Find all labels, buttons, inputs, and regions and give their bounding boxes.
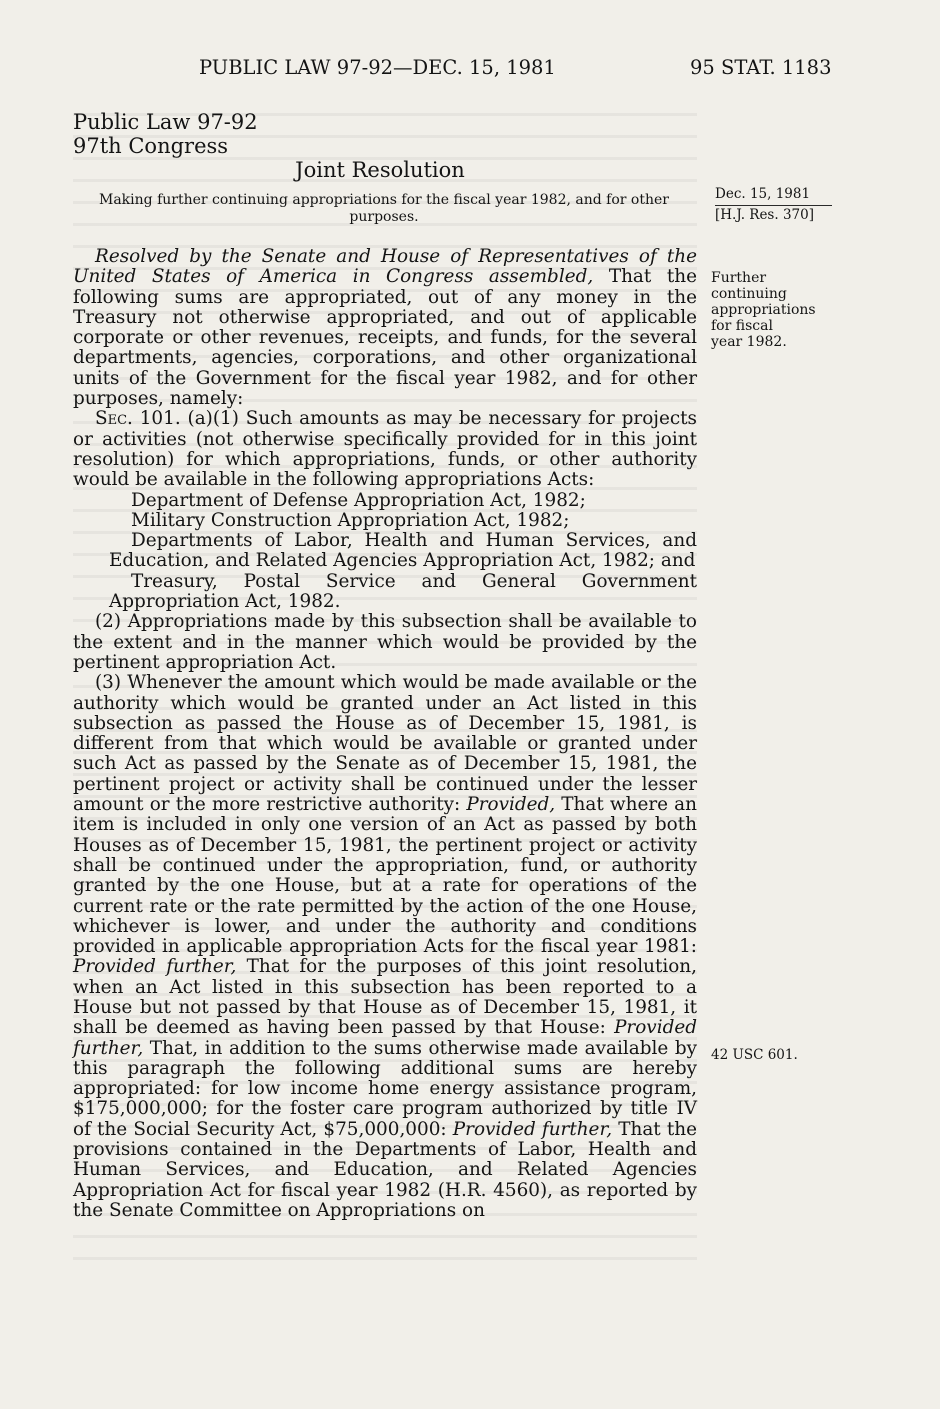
resolution-body — [73, 247, 697, 1221]
joint-resolution-title: Joint Resolution — [295, 158, 465, 182]
margin-rule — [715, 205, 832, 206]
resolving-clause: Resolved by the Senate and House of Representatives of the United States of America in Congress assembled, That the following sums are appropriated, out of any money in the Treasury not otherwise appropriated, and out of applicable corporate or other revenues, receipts, and funds, for the several departments, agencies, corporations, and other organizational units of the Government for the fiscal year 1982, and for other purposes, namely: — [73, 246, 697, 410]
purpose-statement: Making further continuing appropriations for the fiscal year 1982, and for other purposes. — [99, 192, 669, 225]
paragraph-2: (2) Appropriations made by this subsection shall be available to the extent and in the manner which would be provided by the pertinent appropriation Act. — [73, 611, 697, 673]
running-head: PUBLIC LAW 97-92—DEC. 15, 1981 — [199, 56, 556, 79]
margin-bill-number: [H.J. Res. 370] — [715, 207, 814, 223]
statute-page-number: 95 STAT. 1183 — [690, 56, 832, 79]
act-list-item: Departments of Labor, Health and Human Services, and Education, and Related Agencies Appropriation Act, 1982; and — [109, 530, 697, 572]
public-law-number: Public Law 97-92 — [73, 110, 258, 134]
act-list-item: Department of Defense Appropriation Act, 1982; — [131, 489, 586, 511]
margin-note-further-appropriations: Further continuing appropriations for fiscal year 1982. — [711, 270, 816, 350]
congress-label: 97th Congress — [73, 134, 229, 158]
margin-date: Dec. 15, 1981 — [715, 186, 811, 202]
paragraph-3: (3) Whenever the amount which would be made available or the authority which would be granted under an Act listed in this subsection as passed the House as of December 15, 1981, is different from that which would be available or granted under such Act as passed by the Senate as of December 15, 1981, the pertinent project or activity shall be continued under the lesser amount or the more restrictive authority: Provided, That where an item is included in only one version of an Act as passed by both Houses as of December 15, 1981, the pertinent project or activity shall be continued under the appropriation, fund, or authority granted by the one House, but at a rate for operations of the current rate or the rate permitted by the action of the one House, whichever is lower, and under the authority and conditions provided in applicable appropriation Acts for the fiscal year 1981: Provided further, That for the purposes of this joint resolution, when an Act listed in this subsection has been reported to a House but not passed by that House as of December 15, 1981, it shall be deemed as having been passed by that House: Provided further, That, in addition to the sums otherwise made available by this paragraph the following additional sums are hereby appropriated: for low income home energy assistance program, $175,000,000; for the foster care program authorized by title IV of the Social Security Act, $75,000,000: Provided further, That the provisions contained in the Departments of Labor, Health and Human Services, and Education, and Related Agencies Appropriation Act for fiscal year 1982 (H.R. 4560), as reported by the Senate Committee on Appropriations on — [73, 672, 697, 1221]
section-101-a1: Sec. 101. (a)(1) Such amounts as may be necessary for projects or activities (not otherwise specifically provided for in this joint resolution) for which appropriations, funds, or other authority would be available in the following appropriations Acts: — [73, 408, 697, 491]
margin-usc-citation: 42 USC 601. — [711, 1047, 798, 1063]
act-list-item: Treasury, Postal Service and General Government Appropriation Act, 1982. — [109, 570, 697, 613]
act-list-item: Military Construction Appropriation Act, 1982; — [131, 509, 570, 531]
